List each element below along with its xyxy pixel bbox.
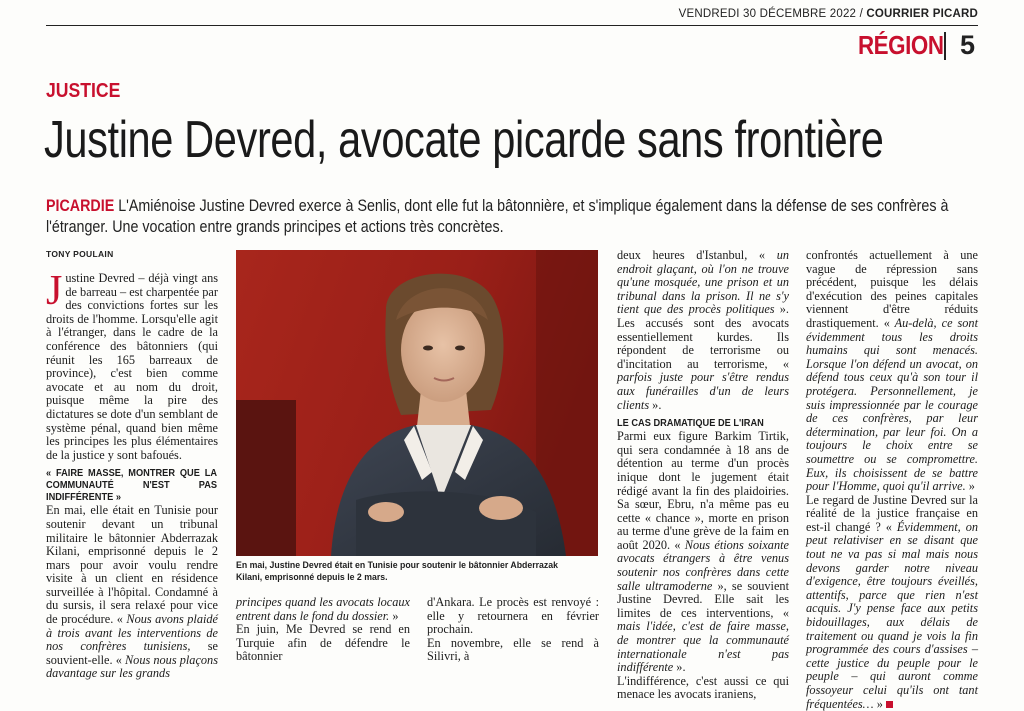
dateline-separator: /: [859, 8, 863, 20]
photo-caption: En mai, Justine Devred était en Tunisie pour soutenir le bâtonnier Abderrazak Kilani, emprisonné depuis le 2 mars.: [236, 560, 558, 583]
paragraph: d'Ankara. Le procès est renvoyé : elle y retournera en février prochain.: [427, 595, 599, 637]
drop-cap: J: [46, 268, 63, 314]
paragraph: confrontés actuellement à une vague de répression sans précédent, puisque les délais d'exécution des peines capitales viennent d'être réduits drastiquement. « Au-delà, ce sont évidemment tous les droits humains qui sont menacés. Lorsque l'on défend un avocat, on défend tous ceux qu'à son tour il protégera. Personnellement, je suis impressionnée par le courage de ces confrères, par leur détermination, par leur foi. On a toujours le choix entre se soumettre ou se compromettre. Eux, ils choisissent de se battre pour l'Homme, quoi qu'il arrive. »: [806, 248, 978, 494]
article-column-1: [46, 268, 218, 681]
paragraph: L'indifférence, c'est aussi ce qui menace les avocats iraniens,: [617, 673, 789, 702]
paragraph: Parmi eux figure Barkim Tirtik, qui sera condamnée à 18 ans de détention au terme d'un procès inique dont le jugement était rédigé avant la fin des plaidoiries. Sa sœur, Ebru, n'a même pas eu cette « chance », morte en prison au terme d'une grève de la faim en août 2020. « Nous étions soixante avocats étrangers à être venus soutenir nos confrères dans cette salle ultramoderne », se souvient Justine Devred. Elle sait les limites de ces interventions, « mais l'idée, c'est de faire masse, de montrer que la communauté internationale n'est pas indifférente ».: [617, 429, 789, 675]
dateline: [679, 8, 978, 20]
end-of-article-square-icon: [886, 701, 893, 708]
article-photo: [236, 250, 598, 556]
byline: TONY POULAIN: [46, 249, 114, 259]
article-headline: Justine Devred, avocate picarde sans frontière: [44, 111, 884, 169]
paragraph: En novembre, elle se rend à Silivri, à: [427, 635, 599, 664]
portrait-photo-illustration: [236, 250, 598, 556]
page-number: 5: [960, 30, 976, 60]
lead-place: PICARDIE: [46, 196, 115, 215]
section-name: RÉGION: [858, 30, 944, 60]
lead-text: L'Amiénoise Justine Devred exerce à Senlis, dont elle fut la bâtonnière, et s'implique également dans la défense de ses confrères à l'étranger. Une vocation entre grands principes et actions très concrètes.: [46, 196, 949, 236]
article-column-4: [617, 249, 789, 702]
paragraph: En mai, elle était en Tunisie pour soutenir devant un tribunal militaire le bâtonnier Abderrazak Kilani, emprisonné depuis le 2 mars pour avoir voulu rendre visite à un client en résidence surveillée à l'hôpital. Condamné à du sursis, il sera relaxé pour vice de procédure. « Nous avons plaidé à trois avant les interventions de nos confrères tunisiens, se souvient-elle. « Nous nous plaçons davantage sur les grands: [46, 503, 218, 681]
newspaper-name: COURRIER PICARD: [866, 8, 978, 20]
header-rule: [46, 25, 978, 26]
article-column-5: [806, 249, 978, 711]
paragraph: En juin, Me Devred se rend en Turquie afin de défendre le bâtonnier: [236, 622, 410, 664]
paragraph: Le regard de Justine Devred sur la réalité de la justice française en est-il changé ? « Évidemment, on peut relativiser en se disant que tout ne va pas si mal mais nous devons garder notre niveau d'exigence, être toujours éveillés, attentifs, parce que rien n'est acquis. J'y pense face aux petits bidouillages, aux délais de traitement ou quand je vois la fin programmée des cours d'assises – cette justice du peuple pour le peuple – qui auront comme fossoyeur celui qu'ils ont tant fréquentées… »: [806, 492, 978, 711]
section-divider: [944, 32, 946, 60]
article-lead: [46, 195, 970, 237]
paragraph: principes quand les avocats locaux entrent dans le fond du dossier. »: [236, 595, 410, 623]
paragraph: deux heures d'Istanbul, « un endroit glaçant, où l'on ne trouve qu'une mosquée, une prison et un tribunal dans la prison. Il ne s'y tient que des procès politiques ». Les accusés sont des avocats essentiellement kurdes. Ils répondent de terrorisme ou d'incitation au terrorisme, « parfois juste pour s'être rendus aux funérailles d'un de leurs clients ».: [617, 248, 790, 412]
subheading: « FAIRE MASSE, MONTRER QUE LA COMMUNAUTÉ N'EST PAS INDIFFÉRENTE »: [46, 467, 218, 504]
subheading: LE CAS DRAMATIQUE DE L'IRAN: [617, 417, 764, 430]
issue-date: VENDREDI 30 DÉCEMBRE 2022: [678, 8, 857, 20]
article-kicker: JUSTICE: [46, 80, 121, 102]
paragraph: Justine Devred – déjà vingt ans de barreau – est charpentée par des convictions fortes sur les droits de l'homme. Lorsqu'elle agit à l'étranger, dans le cadre de la conférence des bâtonniers (qui réunit les 165 barreaux de province), c'est bien comme avocate et au nom du droit, puisque même la pire des dictatures se dote d'un semblant de système pénal, quand bien même les principes les plus élémentaires de la justice y sont bafoués.: [46, 268, 218, 462]
